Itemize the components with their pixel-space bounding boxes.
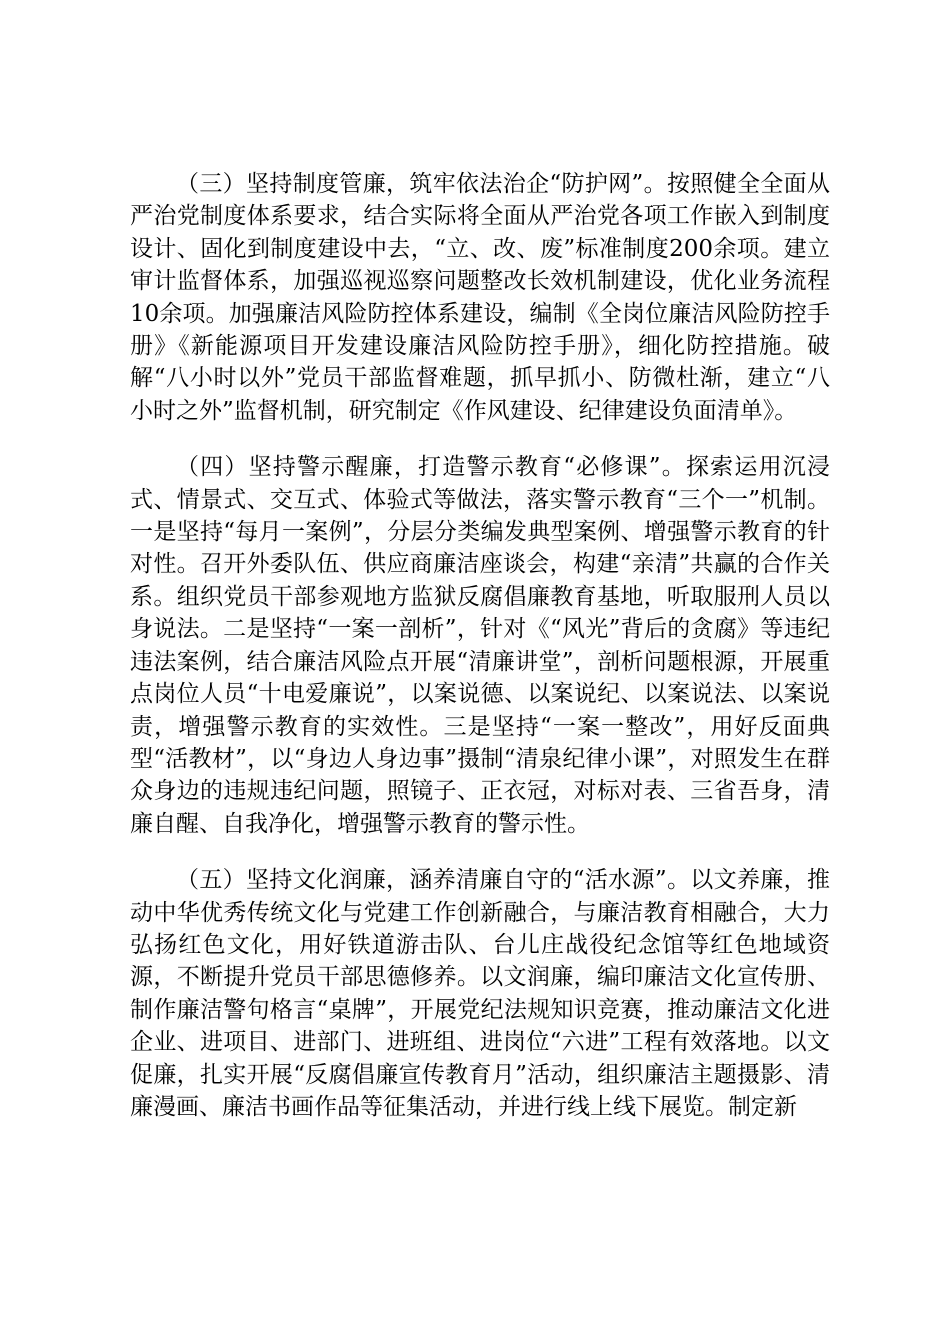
document-body <box>130 168 830 1147</box>
paragraph-section-5: （五）坚持文化润廉，涵养清廉自守的“活水源”。以文养廉，推动中华优秀传统文化与党建工作创新融合，与廉洁教育相融合，大力弘扬红色文化，用好铁道游击队、台儿庄战役纪念馆等红色地域资源，不断提升党员干部思德修养。以文润廉，编印廉洁文化宣传册、制作廉洁警句格言“桌牌”，开展党纪法规知识竞赛，推动廉洁文化进企业、进项目、进部门、进班组、进岗位“六进”工程有效落地。以文促廉，扎实开展“反腐倡廉宣传教育月”活动，组织廉洁主题摄影、清廉漫画、廉洁书画作品等征集活动，并进行线上线下展览。制定新 <box>130 867 830 1120</box>
paragraph-section-4: （四）坚持警示醒廉，打造警示教育“必修课”。探索运用沉浸式、情景式、交互式、体验式等做法，落实警示教育“三个一”机制。一是坚持“每月一案例”，分层分类编发典型案例、增强警示教育的针对性。召开外委队伍、供应商廉洁座谈会，构建“亲清”共赢的合作关系。组织党员干部参观地方监狱反腐倡廉教育基地，听取服刑人员以身说法。二是坚持“一案一剖析”，针对《“风光”背后的贪腐》等违纪违法案例，结合廉洁风险点开展“清廉讲堂”，剖析问题根源，开展重点岗位人员“十电爱廉说”，以案说德、以案说纪、以案说法、以案说责，增强警示教育的实效性。三是坚持“一案一整改”，用好反面典型“活教材”，以“身边人身边事”摄制“清泉纪律小课”，对照发生在群众身边的违规违纪问题，照镜子、正衣冠，对标对表、三省吾身，清廉自醒、自我净化，增强警示教育的警示性。 <box>130 454 830 837</box>
paragraph-section-3: （三）坚持制度管廉，筑牢依法治企“防护网”。按照健全全面从严治党制度体系要求，结合实际将全面从严治党各项工作嵌入到制度设计、固化到制度建设中去，“立、改、废”标准制度200余项。建立审计监督体系，加强巡视巡察问题整改长效机制建设，优化业务流程10余项。加强廉洁风险防控体系建设，编制《全岗位廉洁风险防控手册》《新能源项目开发建设廉洁风险防控手册》，细化防控措施。破解“八小时以外”党员干部监督难题，抓早抓小、防微杜渐，建立“八小时之外”监督机制，研究制定《作风建设、纪律建设负面清单》。 <box>130 171 830 424</box>
